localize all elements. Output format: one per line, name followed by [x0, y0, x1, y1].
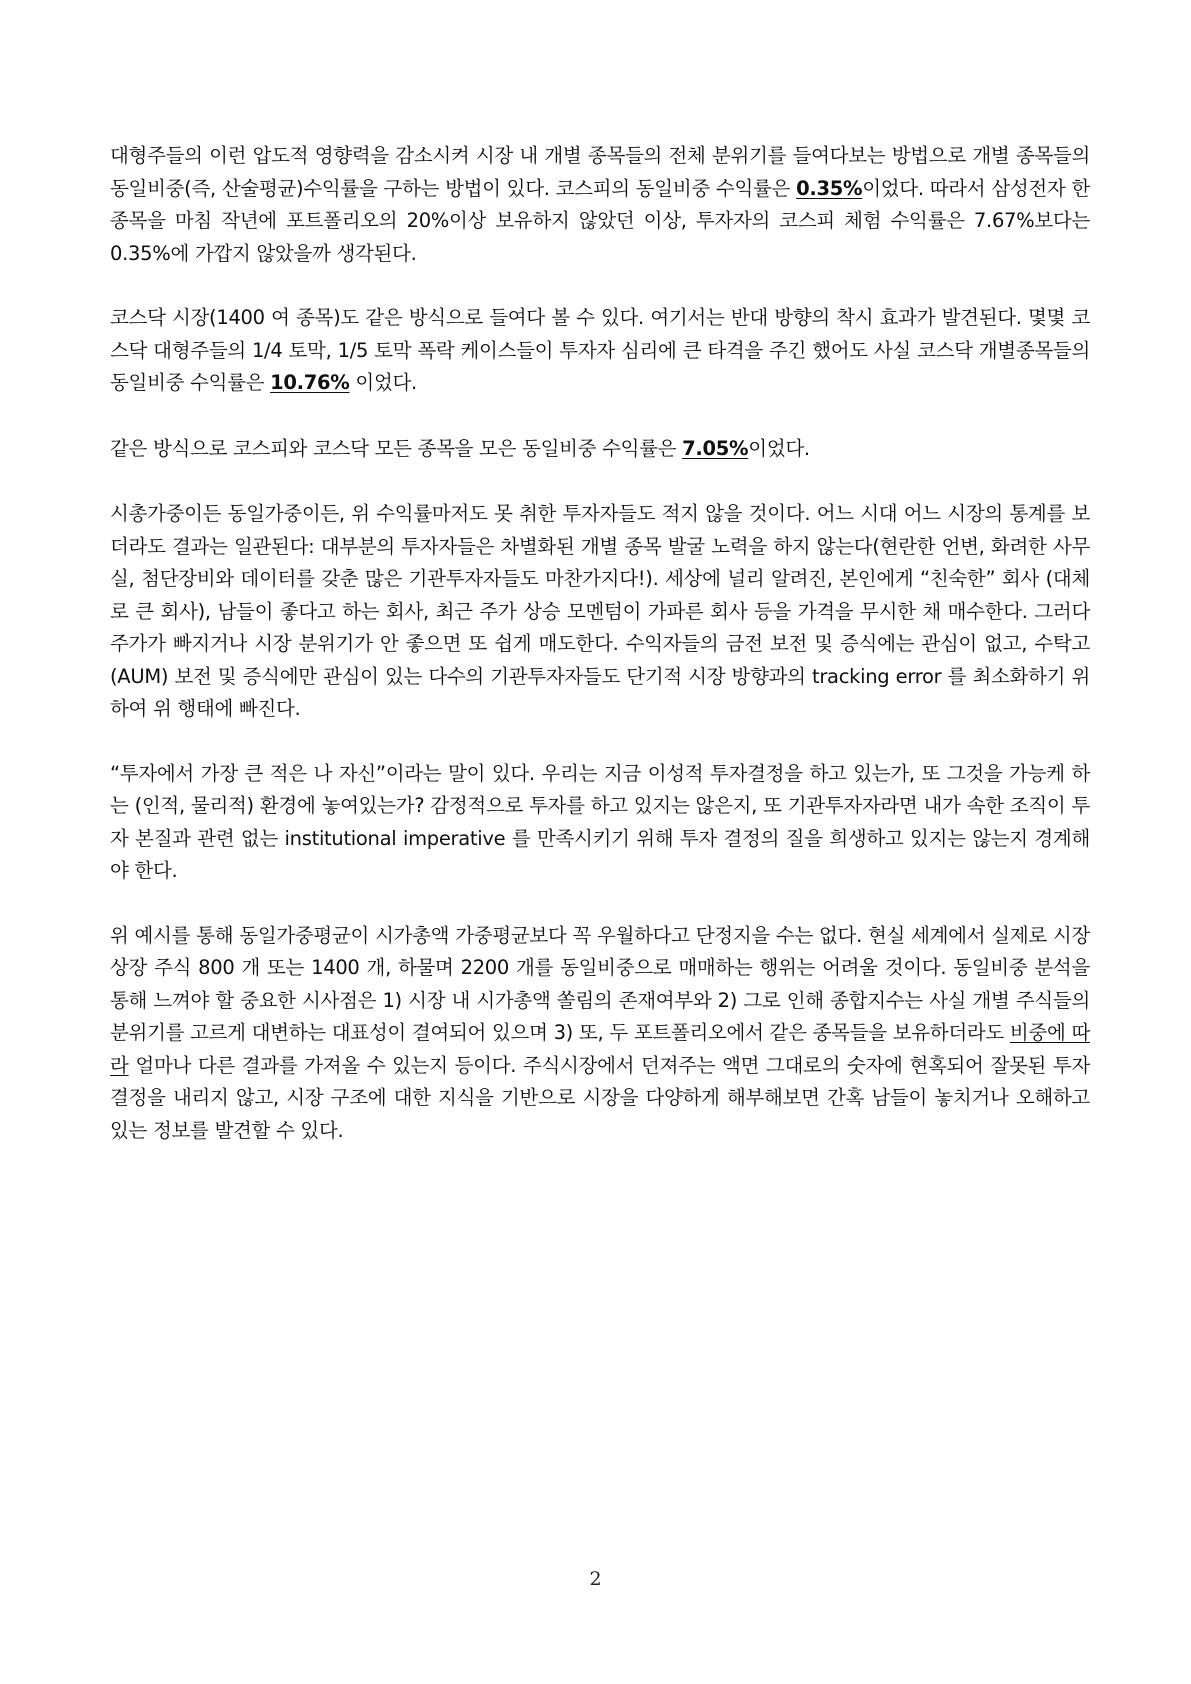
body-text: [110, 140, 1090, 1179]
combined-equal-weight-return: 7.05%: [682, 436, 749, 460]
paragraph-text: 같은 방식으로 코스피와 코스닥 모든 종목을 모은 동일비중 수익률은: [110, 436, 683, 460]
paragraph-kosdaq: [110, 302, 1090, 400]
page-number: 2: [589, 1568, 602, 1590]
paragraph-biggest-enemy: “투자에서 가장 큰 적은 나 자신”이라는 말이 있다. 우리는 지금 이성적 투자결정을 하고 있는가, 또 그것을 가능케 하는 (인적, 물리적) 환경에 놓여있는가? 감정적으로 투자를 하고 있지는 않은지, 또 기관투자자라면 내가 속한 조직이 투자 본질과 관련 없는 institutional imperative 를 만족시키기 위해 투자 결정의 질을 희생하고 있지는 않는지 경계해야 한다.: [110, 761, 1090, 882]
kospi-equal-weight-return: 0.35%: [796, 176, 863, 200]
paragraph-investor-behavior: 시총가중이든 동일가중이든, 위 수익률마저도 못 취한 투자자들도 적지 않을 것이다. 어느 시대 어느 시장의 통계를 보더라도 결과는 일관된다: 대부분의 투자자들은 차별화된 개별 종목 발굴 노력을 하지 않는다(현란한 언변, 화려한 사무실, 첨단장비와 데이터를 갖춘 많은 기관투자자들도 마찬가지다!). 세상에 널리 알려진, 본인에게 “친숙한” 회사 (대체로 큰 회사), 남들이 좋다고 하는 회사, 최근 주가 상승 모멘텀이 가파른 회사 등을 가격을 무시한 채 매수한다. 그러다 주가가 빠지거나 시장 분위기가 안 좋으면 또 쉽게 매도한다. 수익자들의 금전 보전 및 증식에는 관심이 없고, 수탁고(AUM) 보전 및 증식에만 관심이 있는 다수의 기관투자자들도 단기적 시장 방향과의 tracking error 를 최소화하기 위하여 위 행태에 빠진다.: [110, 502, 1090, 720]
kosdaq-equal-weight-return: 10.76%: [270, 371, 350, 394]
paragraph-text: 얼마나 다른 결과를 가져올 수 있는지 등이다. 주식시장에서 던져주는 액면 그대로의 숫자에 현혹되어 잘못된 투자결정을 내리지 않고, 시장 구조에 대한 지식을 기반으로 시장을 다양하게 해부해보면 간혹 남들이 놓치거나 오해하고 있는 정보를 발견할 수 있다.: [110, 1053, 1090, 1142]
paragraph-conclusion: [110, 920, 1090, 1148]
underlined-phrase: 비중에 따라: [110, 1021, 1090, 1077]
paragraph-text: 이었다. 따라서 삼성전자 한 종목을 마침 작년에 포트폴리오의 20%이상 보유하지 않았던 이상, 투자자의 코스피 체험 수익률은 7.67%보다는 0.35%에 가깝지 않았을까 생각된다.: [110, 176, 1090, 265]
paragraph-equal-weight-kospi: [110, 140, 1090, 270]
paragraph-text: 코스닥 시장(1400 여 종목)도 같은 방식으로 들여다 볼 수 있다. 여기서는 반대 방향의 착시 효과가 발견된다. 몇몇 코스닥 대형주들의 1/4 토막, 1/5 토막 폭락 케이스들이 투자자 심리에 큰 타격을 주긴 했어도 사실 코스닥 개별종목들의 동일비중 수익률은: [110, 306, 1090, 394]
paragraph-text: 이었다.: [349, 371, 417, 394]
paragraph-combined: [110, 433, 1090, 466]
paragraph-text: 대형주들의 이런 압도적 영향력을 감소시켜 시장 내 개별 종목들의 전체 분위기를 들여다보는 방법으로 개별 종목들의 동일비중(즉, 산술평균)수익률을 구하는 방법이 있다. 코스피의 동일비중 수익률은: [110, 144, 1090, 200]
paragraph-text: 이었다.: [748, 436, 810, 460]
paragraph-text: 위 예시를 통해 동일가중평균이 시가총액 가중평균보다 꼭 우월하다고 단정지을 수는 없다. 현실 세계에서 실제로 시장 상장 주식 800 개 또는 1400 개, 하물며 2200 개를 동일비중으로 매매하는 행위는 어려울 것이다. 동일비중 분석을 통해 느껴야 할 중요한 시사점은 1) 시장 내 시가총액 쏠림의 존재여부와 2) 그로 인해 종합지수는 사실 개별 주식들의 분위기를 고르게 대변하는 대표성이 결여되어 있으며 3) 또, 두 포트폴리오에서 같은 종목들을 보유하더라도: [110, 923, 1090, 1044]
